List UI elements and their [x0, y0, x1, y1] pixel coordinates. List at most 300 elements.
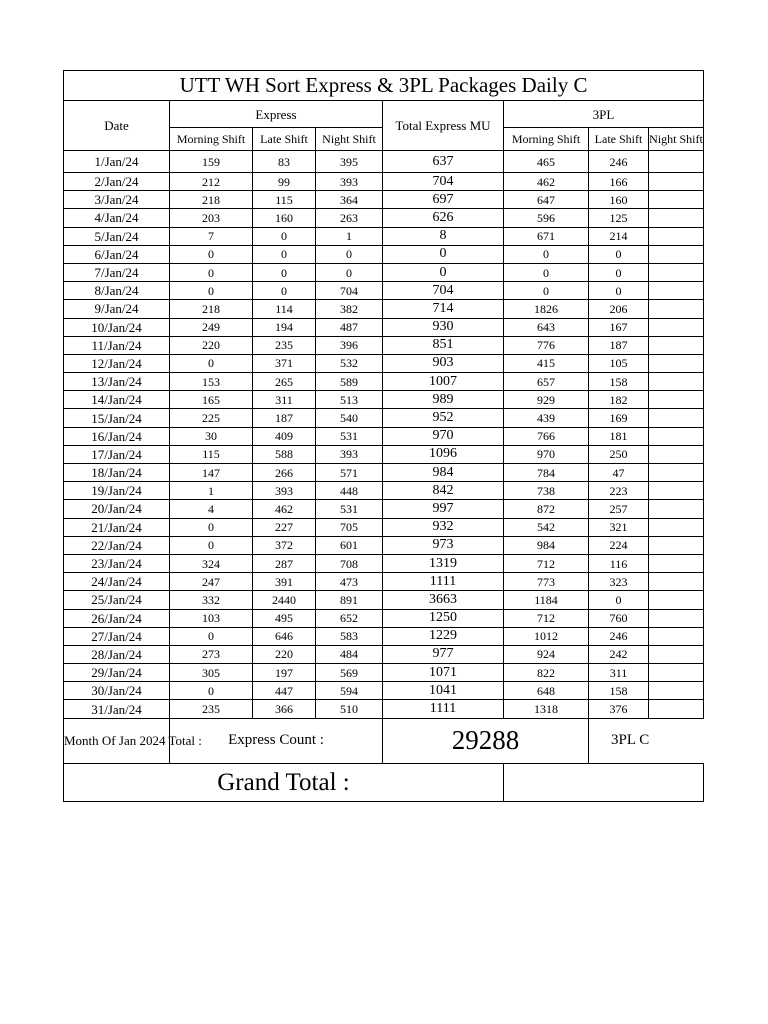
header-date: Date: [64, 101, 170, 151]
total-express-cell: 3663: [383, 591, 504, 609]
date-cell: 16/Jan/24: [64, 427, 170, 445]
express-late-cell: 495: [253, 609, 316, 627]
express-morning-cell: 332: [170, 591, 253, 609]
date-cell: 9/Jan/24: [64, 300, 170, 318]
express-night-cell: 705: [316, 518, 383, 536]
3pl-night-cell: [649, 445, 704, 463]
date-cell: 12/Jan/24: [64, 354, 170, 372]
express-night-cell: 704: [316, 282, 383, 300]
table-row: [64, 173, 704, 191]
3pl-morning-cell: 1826: [504, 300, 589, 318]
sheet-title: UTT WH Sort Express & 3PL Packages Daily C: [64, 71, 704, 101]
header-express-night: Night Shift: [316, 128, 383, 151]
express-morning-cell: 218: [170, 191, 253, 209]
express-night-cell: 395: [316, 151, 383, 173]
3pl-late-cell: 311: [589, 664, 649, 682]
3pl-morning-cell: 657: [504, 373, 589, 391]
3pl-late-cell: 166: [589, 173, 649, 191]
total-express-cell: 1007: [383, 373, 504, 391]
header-express-morning: Morning Shift: [170, 128, 253, 151]
spreadsheet: [63, 70, 703, 808]
3pl-late-cell: 224: [589, 536, 649, 554]
express-night-cell: 484: [316, 645, 383, 663]
table-row: [64, 627, 704, 645]
express-morning-cell: 0: [170, 263, 253, 281]
express-night-cell: 263: [316, 209, 383, 227]
date-cell: 19/Jan/24: [64, 482, 170, 500]
express-night-cell: 583: [316, 627, 383, 645]
3pl-late-cell: 158: [589, 682, 649, 700]
3pl-night-cell: [649, 227, 704, 245]
3pl-late-cell: 242: [589, 645, 649, 663]
express-late-cell: 646: [253, 627, 316, 645]
total-express-cell: 1111: [383, 573, 504, 591]
3pl-morning-cell: 0: [504, 282, 589, 300]
express-night-cell: 532: [316, 354, 383, 372]
grand-total-value: [504, 763, 704, 801]
express-late-cell: 266: [253, 464, 316, 482]
express-count-label: Express Count :: [170, 718, 383, 763]
date-cell: 11/Jan/24: [64, 336, 170, 354]
express-late-cell: 160: [253, 209, 316, 227]
3pl-morning-cell: 1318: [504, 700, 589, 718]
total-express-cell: 932: [383, 518, 504, 536]
table-row: [64, 427, 704, 445]
3pl-morning-cell: 643: [504, 318, 589, 336]
3pl-morning-cell: 415: [504, 354, 589, 372]
table-row: [64, 482, 704, 500]
express-late-cell: 220: [253, 645, 316, 663]
date-cell: 22/Jan/24: [64, 536, 170, 554]
3pl-night-cell: [649, 609, 704, 627]
express-late-cell: 0: [253, 282, 316, 300]
3pl-morning-cell: 929: [504, 391, 589, 409]
express-morning-cell: 249: [170, 318, 253, 336]
express-night-cell: 589: [316, 373, 383, 391]
3pl-night-cell: [649, 391, 704, 409]
express-morning-cell: 203: [170, 209, 253, 227]
total-express-cell: 0: [383, 245, 504, 263]
3pl-morning-cell: 776: [504, 336, 589, 354]
table-row: [64, 609, 704, 627]
3pl-night-cell: [649, 482, 704, 500]
express-morning-cell: 147: [170, 464, 253, 482]
3pl-morning-cell: 0: [504, 263, 589, 281]
3pl-night-cell: [649, 682, 704, 700]
total-express-cell: 8: [383, 227, 504, 245]
express-night-cell: 0: [316, 263, 383, 281]
3pl-night-cell: [649, 263, 704, 281]
grand-total-row: [64, 763, 704, 801]
3pl-late-cell: 0: [589, 591, 649, 609]
3pl-night-cell: [649, 664, 704, 682]
total-express-cell: 842: [383, 482, 504, 500]
3pl-late-cell: 125: [589, 209, 649, 227]
table-row: [64, 227, 704, 245]
express-morning-cell: 0: [170, 354, 253, 372]
3pl-night-cell: [649, 427, 704, 445]
table-row: [64, 263, 704, 281]
table-row: [64, 318, 704, 336]
express-count-value: 29288: [383, 718, 589, 763]
express-late-cell: 447: [253, 682, 316, 700]
express-late-cell: 227: [253, 518, 316, 536]
express-late-cell: 115: [253, 191, 316, 209]
3pl-late-cell: 47: [589, 464, 649, 482]
3pl-morning-cell: 784: [504, 464, 589, 482]
express-night-cell: 571: [316, 464, 383, 482]
3pl-morning-cell: 542: [504, 518, 589, 536]
3pl-night-cell: [649, 282, 704, 300]
month-total-label: Month Of Jan 2024 Total :: [64, 718, 170, 763]
express-morning-cell: 0: [170, 682, 253, 700]
3pl-late-cell: 246: [589, 151, 649, 173]
express-morning-cell: 225: [170, 409, 253, 427]
express-late-cell: 197: [253, 664, 316, 682]
table-row: [64, 336, 704, 354]
3pl-morning-cell: 462: [504, 173, 589, 191]
total-express-cell: 1041: [383, 682, 504, 700]
3pl-late-cell: 105: [589, 354, 649, 372]
express-late-cell: 393: [253, 482, 316, 500]
3pl-late-cell: 323: [589, 573, 649, 591]
3pl-late-cell: 0: [589, 263, 649, 281]
3pl-late-cell: 214: [589, 227, 649, 245]
express-morning-cell: 324: [170, 554, 253, 572]
table-row: [64, 682, 704, 700]
date-cell: 27/Jan/24: [64, 627, 170, 645]
3pl-late-cell: 760: [589, 609, 649, 627]
3pl-night-cell: [649, 209, 704, 227]
total-express-cell: 1229: [383, 627, 504, 645]
3pl-night-cell: [649, 336, 704, 354]
express-morning-cell: 165: [170, 391, 253, 409]
3pl-late-cell: 158: [589, 373, 649, 391]
3pl-count-label: 3PL C: [589, 718, 704, 763]
3pl-morning-cell: 0: [504, 245, 589, 263]
header-express: Express: [170, 101, 383, 128]
3pl-night-cell: [649, 554, 704, 572]
3pl-night-cell: [649, 409, 704, 427]
table-row: [64, 645, 704, 663]
3pl-morning-cell: 647: [504, 191, 589, 209]
3pl-morning-cell: 712: [504, 609, 589, 627]
express-late-cell: 114: [253, 300, 316, 318]
express-night-cell: 540: [316, 409, 383, 427]
header-3pl: 3PL: [504, 101, 704, 128]
date-cell: 24/Jan/24: [64, 573, 170, 591]
table-row: [64, 573, 704, 591]
table-row: [64, 245, 704, 263]
table-row: [64, 354, 704, 372]
3pl-morning-cell: 1012: [504, 627, 589, 645]
table-row: [64, 591, 704, 609]
total-express-cell: 903: [383, 354, 504, 372]
date-cell: 1/Jan/24: [64, 151, 170, 173]
total-express-cell: 984: [383, 464, 504, 482]
date-cell: 4/Jan/24: [64, 209, 170, 227]
date-cell: 10/Jan/24: [64, 318, 170, 336]
table-row: [64, 373, 704, 391]
3pl-morning-cell: 648: [504, 682, 589, 700]
3pl-night-cell: [649, 645, 704, 663]
3pl-night-cell: [649, 245, 704, 263]
express-night-cell: 510: [316, 700, 383, 718]
date-cell: 20/Jan/24: [64, 500, 170, 518]
total-express-cell: 697: [383, 191, 504, 209]
express-night-cell: 531: [316, 427, 383, 445]
date-cell: 23/Jan/24: [64, 554, 170, 572]
express-morning-cell: 159: [170, 151, 253, 173]
header-3pl-late: Late Shift: [589, 128, 649, 151]
total-express-cell: 989: [383, 391, 504, 409]
express-late-cell: 588: [253, 445, 316, 463]
total-express-cell: 714: [383, 300, 504, 318]
3pl-night-cell: [649, 300, 704, 318]
express-night-cell: 708: [316, 554, 383, 572]
express-night-cell: 601: [316, 536, 383, 554]
table-row: [64, 554, 704, 572]
table-row: [64, 518, 704, 536]
3pl-morning-cell: 1184: [504, 591, 589, 609]
date-cell: 28/Jan/24: [64, 645, 170, 663]
table-row: [64, 445, 704, 463]
express-late-cell: 0: [253, 263, 316, 281]
express-morning-cell: 153: [170, 373, 253, 391]
date-cell: 29/Jan/24: [64, 664, 170, 682]
3pl-night-cell: [649, 627, 704, 645]
total-express-cell: 997: [383, 500, 504, 518]
3pl-late-cell: 246: [589, 627, 649, 645]
3pl-morning-cell: 738: [504, 482, 589, 500]
3pl-morning-cell: 984: [504, 536, 589, 554]
total-express-cell: 637: [383, 151, 504, 173]
table-row: [64, 391, 704, 409]
express-late-cell: 311: [253, 391, 316, 409]
express-morning-cell: 235: [170, 700, 253, 718]
3pl-late-cell: 0: [589, 245, 649, 263]
express-night-cell: 473: [316, 573, 383, 591]
express-night-cell: 393: [316, 445, 383, 463]
express-late-cell: 287: [253, 554, 316, 572]
3pl-late-cell: 116: [589, 554, 649, 572]
express-late-cell: 187: [253, 409, 316, 427]
date-cell: 2/Jan/24: [64, 173, 170, 191]
table-row: [64, 409, 704, 427]
total-express-cell: 973: [383, 536, 504, 554]
total-express-cell: 952: [383, 409, 504, 427]
3pl-morning-cell: 872: [504, 500, 589, 518]
express-night-cell: 487: [316, 318, 383, 336]
express-morning-cell: 0: [170, 518, 253, 536]
table-row: [64, 191, 704, 209]
express-late-cell: 372: [253, 536, 316, 554]
3pl-late-cell: 169: [589, 409, 649, 427]
total-express-cell: 704: [383, 282, 504, 300]
express-late-cell: 235: [253, 336, 316, 354]
express-morning-cell: 305: [170, 664, 253, 682]
3pl-morning-cell: 465: [504, 151, 589, 173]
date-cell: 5/Jan/24: [64, 227, 170, 245]
3pl-night-cell: [649, 536, 704, 554]
3pl-late-cell: 0: [589, 282, 649, 300]
express-late-cell: 265: [253, 373, 316, 391]
date-cell: 8/Jan/24: [64, 282, 170, 300]
3pl-night-cell: [649, 700, 704, 718]
express-morning-cell: 0: [170, 627, 253, 645]
total-express-cell: 704: [383, 173, 504, 191]
3pl-late-cell: 206: [589, 300, 649, 318]
table-row: [64, 282, 704, 300]
express-late-cell: 83: [253, 151, 316, 173]
express-late-cell: 391: [253, 573, 316, 591]
date-cell: 18/Jan/24: [64, 464, 170, 482]
table-row: [64, 209, 704, 227]
express-night-cell: 652: [316, 609, 383, 627]
3pl-night-cell: [649, 173, 704, 191]
express-night-cell: 891: [316, 591, 383, 609]
express-night-cell: 393: [316, 173, 383, 191]
grand-total-label: Grand Total :: [64, 763, 504, 801]
total-express-cell: 626: [383, 209, 504, 227]
total-express-cell: 0: [383, 263, 504, 281]
3pl-late-cell: 167: [589, 318, 649, 336]
table-row: [64, 700, 704, 718]
express-night-cell: 0: [316, 245, 383, 263]
3pl-late-cell: 182: [589, 391, 649, 409]
express-late-cell: 462: [253, 500, 316, 518]
3pl-night-cell: [649, 191, 704, 209]
table-row: [64, 464, 704, 482]
3pl-night-cell: [649, 464, 704, 482]
table-row: [64, 300, 704, 318]
express-night-cell: 382: [316, 300, 383, 318]
3pl-morning-cell: 822: [504, 664, 589, 682]
express-night-cell: 1: [316, 227, 383, 245]
date-cell: 3/Jan/24: [64, 191, 170, 209]
total-express-cell: 1111: [383, 700, 504, 718]
3pl-morning-cell: 671: [504, 227, 589, 245]
date-cell: 25/Jan/24: [64, 591, 170, 609]
3pl-morning-cell: 766: [504, 427, 589, 445]
express-night-cell: 448: [316, 482, 383, 500]
express-morning-cell: 218: [170, 300, 253, 318]
express-morning-cell: 7: [170, 227, 253, 245]
total-express-cell: 851: [383, 336, 504, 354]
3pl-morning-cell: 596: [504, 209, 589, 227]
date-cell: 17/Jan/24: [64, 445, 170, 463]
3pl-late-cell: 160: [589, 191, 649, 209]
date-cell: 30/Jan/24: [64, 682, 170, 700]
3pl-night-cell: [649, 500, 704, 518]
3pl-late-cell: 257: [589, 500, 649, 518]
express-night-cell: 531: [316, 500, 383, 518]
express-morning-cell: 103: [170, 609, 253, 627]
header-total-express: Total Express MU: [383, 101, 504, 151]
date-cell: 26/Jan/24: [64, 609, 170, 627]
express-late-cell: 2440: [253, 591, 316, 609]
3pl-night-cell: [649, 591, 704, 609]
header-3pl-morning: Morning Shift: [504, 128, 589, 151]
date-cell: 14/Jan/24: [64, 391, 170, 409]
3pl-night-cell: [649, 354, 704, 372]
express-night-cell: 396: [316, 336, 383, 354]
express-night-cell: 569: [316, 664, 383, 682]
express-morning-cell: 0: [170, 245, 253, 263]
3pl-morning-cell: 924: [504, 645, 589, 663]
header-3pl-night: Night Shift: [649, 128, 704, 151]
total-express-cell: 1096: [383, 445, 504, 463]
total-express-cell: 930: [383, 318, 504, 336]
3pl-morning-cell: 712: [504, 554, 589, 572]
3pl-night-cell: [649, 518, 704, 536]
total-express-cell: 1250: [383, 609, 504, 627]
express-late-cell: 0: [253, 245, 316, 263]
express-morning-cell: 220: [170, 336, 253, 354]
total-express-cell: 1071: [383, 664, 504, 682]
table-row: [64, 536, 704, 554]
total-express-cell: 1319: [383, 554, 504, 572]
express-morning-cell: 273: [170, 645, 253, 663]
express-late-cell: 371: [253, 354, 316, 372]
daily-count-table: [63, 70, 704, 802]
date-cell: 13/Jan/24: [64, 373, 170, 391]
date-cell: 7/Jan/24: [64, 263, 170, 281]
express-morning-cell: 212: [170, 173, 253, 191]
3pl-night-cell: [649, 318, 704, 336]
3pl-night-cell: [649, 573, 704, 591]
header-express-late: Late Shift: [253, 128, 316, 151]
express-morning-cell: 1: [170, 482, 253, 500]
3pl-late-cell: 181: [589, 427, 649, 445]
express-late-cell: 366: [253, 700, 316, 718]
express-morning-cell: 0: [170, 282, 253, 300]
express-morning-cell: 4: [170, 500, 253, 518]
summary-row: [64, 718, 704, 763]
date-cell: 21/Jan/24: [64, 518, 170, 536]
express-morning-cell: 115: [170, 445, 253, 463]
total-express-cell: 977: [383, 645, 504, 663]
3pl-late-cell: 187: [589, 336, 649, 354]
total-express-cell: 970: [383, 427, 504, 445]
express-morning-cell: 30: [170, 427, 253, 445]
date-cell: 15/Jan/24: [64, 409, 170, 427]
table-row: [64, 151, 704, 173]
express-night-cell: 364: [316, 191, 383, 209]
date-cell: 31/Jan/24: [64, 700, 170, 718]
3pl-night-cell: [649, 373, 704, 391]
3pl-late-cell: 376: [589, 700, 649, 718]
3pl-late-cell: 321: [589, 518, 649, 536]
table-row: [64, 664, 704, 682]
3pl-morning-cell: 439: [504, 409, 589, 427]
3pl-morning-cell: 970: [504, 445, 589, 463]
express-late-cell: 99: [253, 173, 316, 191]
express-night-cell: 594: [316, 682, 383, 700]
3pl-morning-cell: 773: [504, 573, 589, 591]
3pl-late-cell: 223: [589, 482, 649, 500]
3pl-late-cell: 250: [589, 445, 649, 463]
express-late-cell: 0: [253, 227, 316, 245]
express-morning-cell: 0: [170, 536, 253, 554]
3pl-night-cell: [649, 151, 704, 173]
express-late-cell: 409: [253, 427, 316, 445]
express-morning-cell: 247: [170, 573, 253, 591]
express-night-cell: 513: [316, 391, 383, 409]
express-late-cell: 194: [253, 318, 316, 336]
date-cell: 6/Jan/24: [64, 245, 170, 263]
table-row: [64, 500, 704, 518]
